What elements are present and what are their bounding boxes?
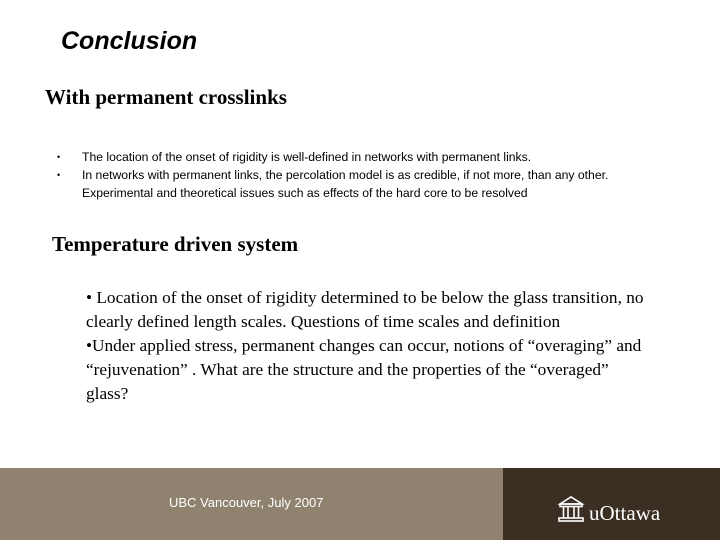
section-heading-temperature-driven: Temperature driven system bbox=[52, 232, 299, 256]
uottawa-logo-text: uOttawa bbox=[589, 501, 661, 525]
paragraph: •Under applied stress, permanent changes can occur, notions of “overaging” and “rejuvenation” . What are the structure and the properties of the “overaged” glass? bbox=[86, 336, 642, 403]
university-building-icon bbox=[557, 494, 585, 524]
bullet-item bbox=[52, 148, 652, 166]
bullet-text: In networks with permanent links, the percolation model is as credible, if not more, than any other. Experimental and theoretical issues such as effects of the hard core to be resolved bbox=[82, 168, 609, 200]
bullet-text: The location of the onset of rigidity is well-defined in networks with permanent links. bbox=[82, 150, 532, 164]
footer-left-band bbox=[0, 468, 503, 540]
bullet-marker: • bbox=[57, 170, 61, 180]
bullet-item bbox=[52, 166, 652, 202]
permanent-crosslinks-bullet-list bbox=[52, 148, 652, 202]
slide-title: Conclusion bbox=[61, 27, 198, 55]
temperature-driven-text-block bbox=[86, 286, 646, 406]
bullet-marker: • bbox=[57, 152, 61, 162]
footer-event-text: UBC Vancouver, July 2007 bbox=[169, 495, 324, 510]
paragraph: • Location of the onset of rigidity determined to be below the glass transition, no clearly defined length scales. Questions of time scales and definition bbox=[86, 288, 644, 331]
section-heading-permanent-crosslinks: With permanent crosslinks bbox=[45, 85, 287, 109]
